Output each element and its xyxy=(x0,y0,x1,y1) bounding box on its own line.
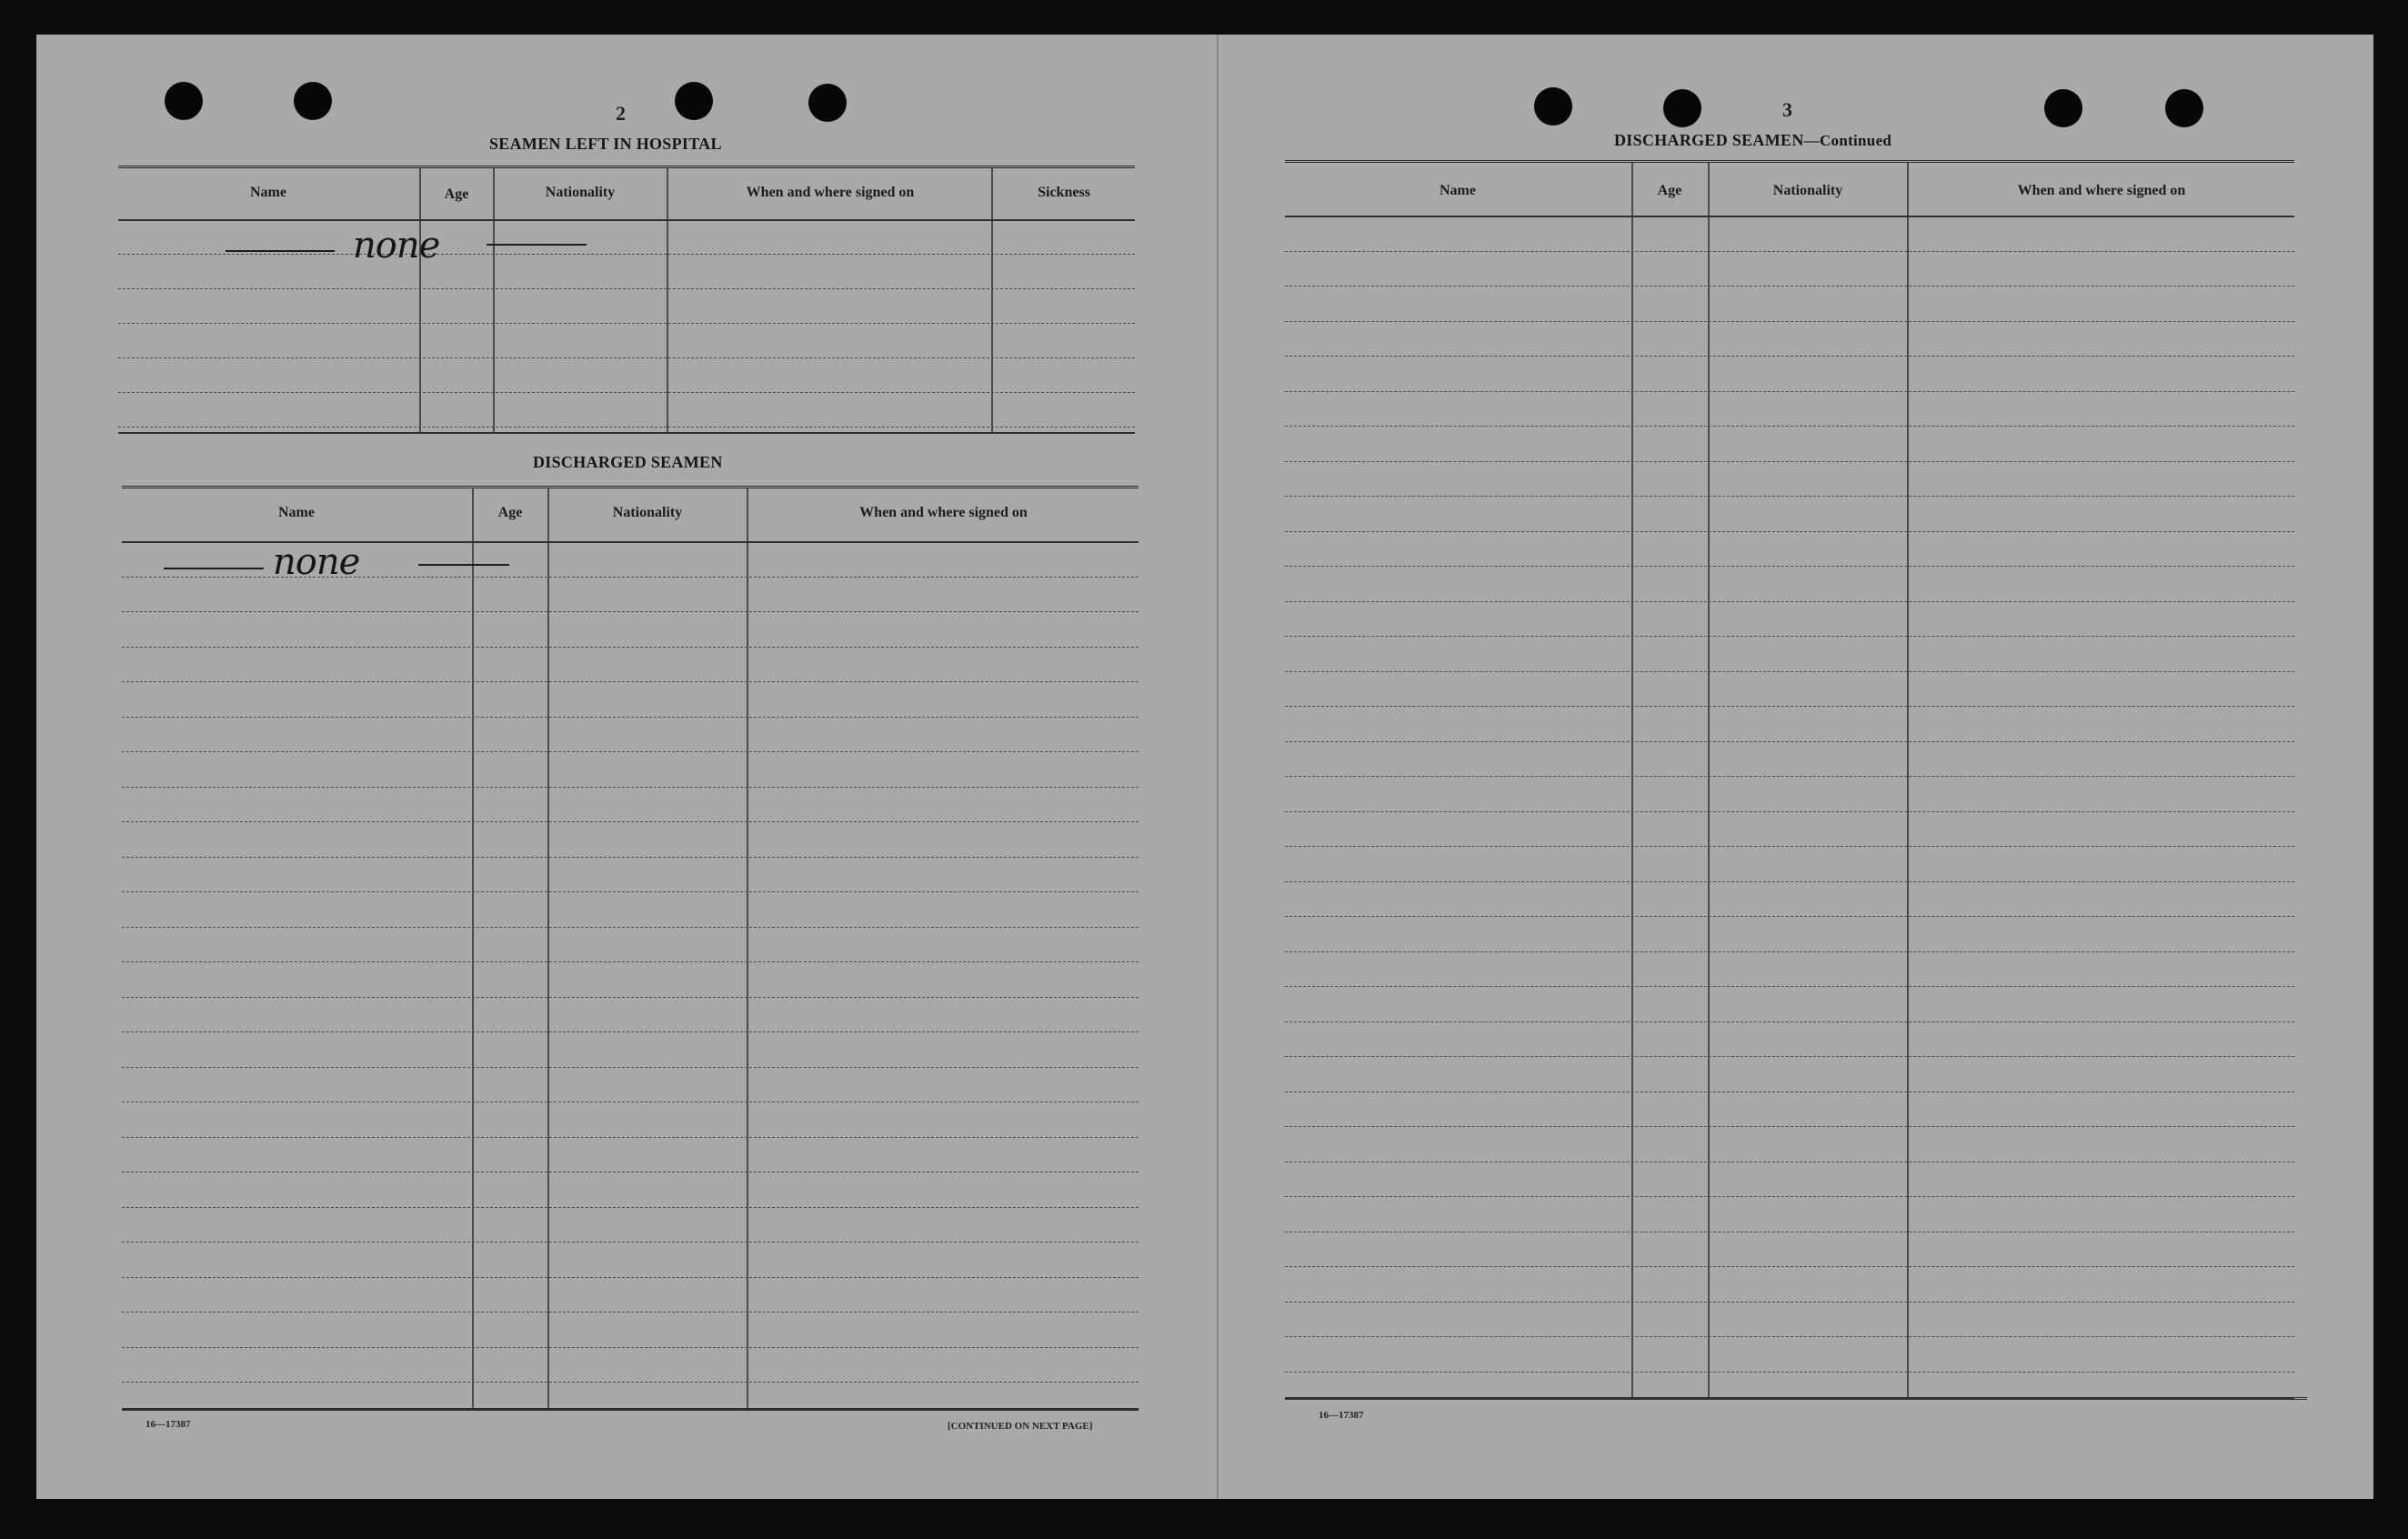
table-row xyxy=(118,254,1135,255)
strike-line xyxy=(226,250,335,252)
bottom-rule xyxy=(122,1408,1139,1411)
table-row xyxy=(122,997,1139,998)
table-row xyxy=(122,681,1139,682)
column-divider xyxy=(1631,163,1633,1400)
hospital-table xyxy=(118,166,1135,434)
hospital-section-title: SEAMEN LEFT IN HOSPITAL xyxy=(489,135,722,153)
punch-hole xyxy=(1663,89,1701,127)
table-row xyxy=(122,1067,1139,1068)
table-row xyxy=(122,611,1139,612)
table-row xyxy=(122,1382,1139,1383)
table-row xyxy=(1285,251,2294,252)
table-row xyxy=(122,821,1139,822)
table-row xyxy=(1285,811,2294,812)
column-divider xyxy=(419,168,421,434)
table-row xyxy=(1285,1372,2294,1373)
table-row xyxy=(1285,321,2294,322)
column-header-when-where: When and where signed on xyxy=(746,185,915,200)
continued-section-title xyxy=(1614,131,1891,150)
table-row xyxy=(1285,461,2294,462)
punch-hole xyxy=(2044,89,2082,127)
page-number: 3 xyxy=(1782,98,1792,121)
title-main: DISCHARGED SEAMEN xyxy=(1614,131,1804,149)
table-row xyxy=(122,927,1139,928)
column-header-name: Name xyxy=(250,185,286,200)
continued-note: [CONTINUED ON NEXT PAGE] xyxy=(948,1421,1093,1432)
table-bottom-rule xyxy=(118,432,1135,434)
punch-hole xyxy=(294,82,332,120)
table-row xyxy=(1285,496,2294,497)
table-row xyxy=(1285,1126,2294,1127)
punch-hole xyxy=(1534,87,1572,126)
column-header-age: Age xyxy=(497,505,523,520)
column-header-name: Name xyxy=(278,505,315,520)
table-row xyxy=(1285,601,2294,602)
table-row xyxy=(122,1101,1139,1102)
table-row xyxy=(1285,881,2294,882)
table-row xyxy=(122,857,1139,858)
table-row xyxy=(122,961,1139,962)
page-fold xyxy=(1217,35,1219,1499)
column-header-nationality: Nationality xyxy=(612,505,683,520)
form-number: 16—17387 xyxy=(1319,1410,1364,1421)
table-row xyxy=(118,323,1135,324)
table-row xyxy=(1285,916,2294,917)
table-row xyxy=(1285,531,2294,532)
column-divider xyxy=(493,168,495,434)
column-header-age: Age xyxy=(444,186,469,202)
table-row xyxy=(122,1031,1139,1032)
table-row xyxy=(1285,1266,2294,1267)
table-row xyxy=(122,751,1139,752)
column-header-age: Age xyxy=(1657,183,1682,198)
table-row xyxy=(1285,846,2294,847)
column-divider xyxy=(667,168,668,434)
table-row xyxy=(122,717,1139,718)
table-row xyxy=(122,787,1139,788)
column-header-nationality: Nationality xyxy=(545,185,616,200)
table-row xyxy=(1285,1196,2294,1197)
column-divider xyxy=(1907,163,1909,1400)
discharged-continued-table xyxy=(1285,160,2294,1400)
column-divider xyxy=(747,488,748,1411)
table-row xyxy=(1285,1056,2294,1057)
header-rule xyxy=(1285,216,2294,217)
handwritten-entry: none xyxy=(353,225,440,267)
table-row xyxy=(122,1277,1139,1278)
column-divider xyxy=(1708,163,1710,1400)
column-header-sickness: Sickness xyxy=(1038,185,1090,200)
table-row xyxy=(122,1347,1139,1348)
title-suffix: —Continued xyxy=(1803,132,1892,149)
header-rule xyxy=(118,219,1135,221)
table-row xyxy=(1285,986,2294,987)
table-row xyxy=(1285,566,2294,567)
column-header-nationality: Nationality xyxy=(1772,183,1843,198)
table-row xyxy=(1285,356,2294,357)
column-header-name: Name xyxy=(1440,183,1476,198)
column-divider xyxy=(991,168,993,434)
punch-hole xyxy=(675,82,713,120)
strike-line xyxy=(418,564,509,566)
table-row xyxy=(118,427,1135,428)
page-number: 2 xyxy=(616,102,626,125)
form-number: 16—17387 xyxy=(145,1419,191,1430)
table-row xyxy=(1285,286,2294,287)
table-row xyxy=(122,1207,1139,1208)
bottom-rule xyxy=(1285,1397,2307,1400)
column-divider xyxy=(472,488,474,1411)
table-row xyxy=(118,357,1135,358)
table-row xyxy=(1285,706,2294,707)
discharged-table xyxy=(122,486,1139,1411)
strike-line xyxy=(487,244,587,246)
table-row xyxy=(118,392,1135,393)
table-row xyxy=(122,1137,1139,1138)
strike-line xyxy=(164,568,264,569)
handwritten-entry: none xyxy=(273,541,360,583)
table-row xyxy=(1285,1336,2294,1337)
column-divider xyxy=(547,488,549,1411)
table-row xyxy=(118,288,1135,289)
punch-hole xyxy=(808,84,847,122)
table-row xyxy=(1285,776,2294,777)
table-row xyxy=(1285,636,2294,637)
table-row xyxy=(122,891,1139,892)
table-row xyxy=(1285,1021,2294,1022)
column-header-when-where: When and where signed on xyxy=(2017,183,2186,198)
table-row xyxy=(1285,741,2294,742)
column-header-when-where: When and where signed on xyxy=(859,505,1028,520)
table-row xyxy=(122,1312,1139,1313)
table-row xyxy=(1285,951,2294,952)
table-row xyxy=(1285,671,2294,672)
table-row xyxy=(1285,426,2294,427)
punch-hole xyxy=(165,82,203,120)
table-row xyxy=(1285,1302,2294,1303)
punch-hole xyxy=(2165,89,2203,127)
table-row xyxy=(1285,1091,2294,1092)
table-row xyxy=(122,647,1139,648)
discharged-section-title: DISCHARGED SEAMEN xyxy=(533,453,723,471)
table-row xyxy=(1285,391,2294,392)
